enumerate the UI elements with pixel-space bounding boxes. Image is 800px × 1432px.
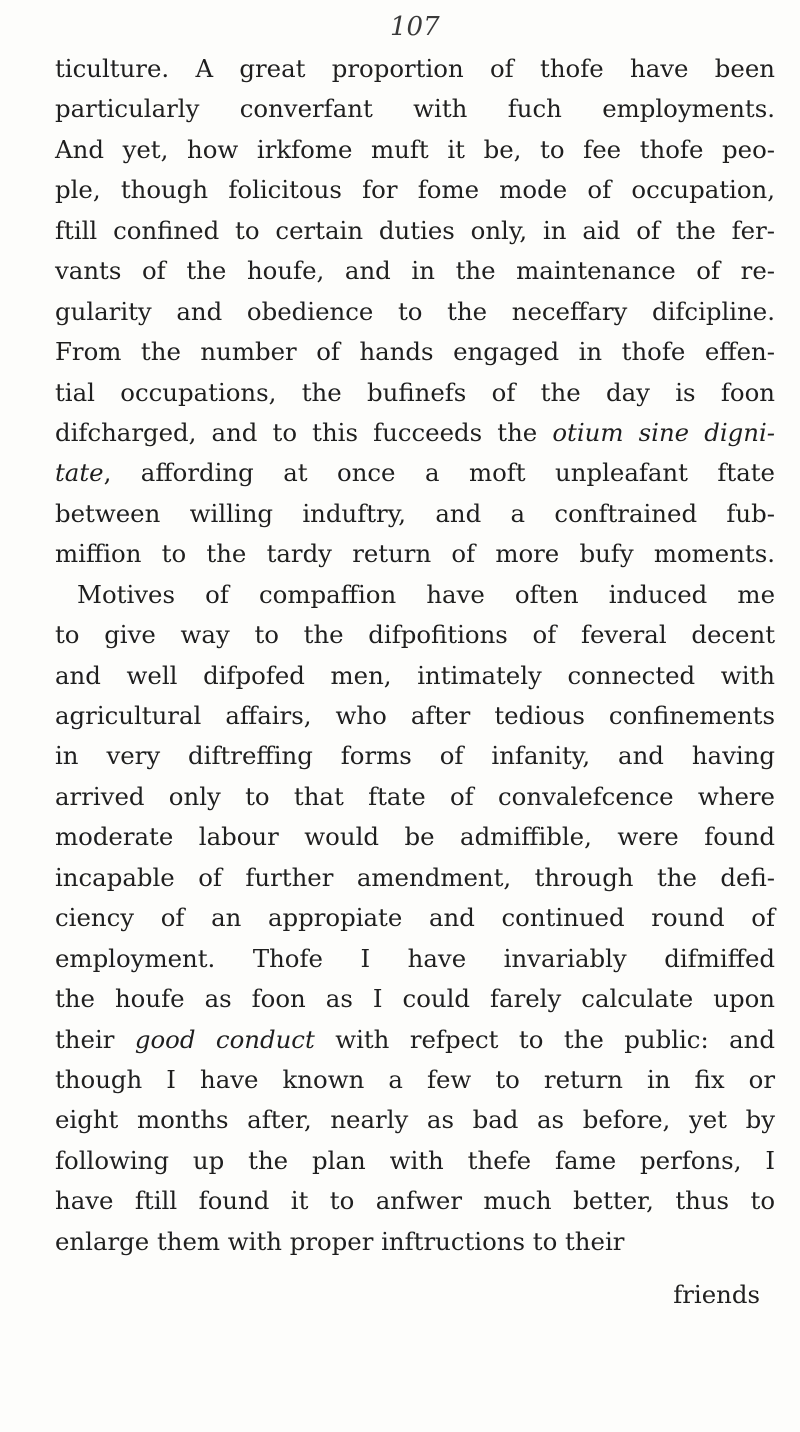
text-line: their good conduct with refpect to the public: and [55,1024,775,1054]
text-line: difcharged, and to this fucceeds the otium sine digni- [55,417,775,447]
text-line: the houfe as foon as I could farely calculate upon [55,984,775,1014]
text-line: tate, affording at once a moft unpleafant ftate [55,458,775,488]
text-line: following up the plan with thefe fame perfons, I [55,1145,775,1175]
text-line: incapable of further amendment, through the defi- [55,862,775,892]
text-line: have ftill found it to anfwer much better, thus to [55,1186,775,1216]
body-text [55,49,775,1262]
text-line: and well difpofed men, intimately connected with [55,660,775,690]
italic-phrase: tate [55,458,104,488]
text-line: employment. Thofe I have invariably difmiffed [55,943,775,973]
text-line: vants of the houfe, and in the maintenance of re- [55,256,775,286]
text-line: miffion to the tardy return of more bufy moments. [55,539,775,569]
text-line: ple, though folicitous for fome mode of occupation, [55,175,775,205]
text-line: And yet, how irkfome muft it be, to fee thofe peo- [55,134,775,164]
page-number: 107 [390,12,440,42]
italic-phrase: otium sine digni- [552,417,775,447]
text-line: to give way to the difpofitions of feveral decent [55,620,775,650]
text-line: agricultural affairs, who after tedious confinements [55,701,775,730]
text-line: in very diftreffing forms of infanity, and having [55,741,775,771]
text-line: ciency of an appropiate and continued round of [55,903,775,933]
text-line: between willing induftry, and a conftrained fub- [55,498,775,528]
text-line: From the number of hands engaged in thofe effen- [55,337,775,367]
text-line: arrived only to that ftate of convalefcence where [55,781,775,811]
text-line: particularly converfant with fuch employments. [55,94,775,124]
text-line: tial occupations, the bufinefs of the day is foon [55,377,775,407]
paragraph-start-line: Motives of compaffion have often induced me [77,579,775,609]
text-line: moderate labour would be admiffible, were found [55,822,775,852]
catchword: friends [673,1280,760,1309]
text-line: eight months after, nearly as bad as before, yet by [55,1105,775,1135]
text-line: gularity and obedience to the neceffary difcipline. [55,296,775,326]
text-line: ticulture. A great proportion of thofe have been [55,54,775,83]
text-line: ftill confined to certain duties only, in aid of the fer- [55,215,775,245]
text-line: enlarge them with proper inftructions to their [55,1226,625,1256]
text-line: though I have known a few to return in fix or [55,1064,775,1094]
italic-phrase: good conduct [134,1024,315,1054]
